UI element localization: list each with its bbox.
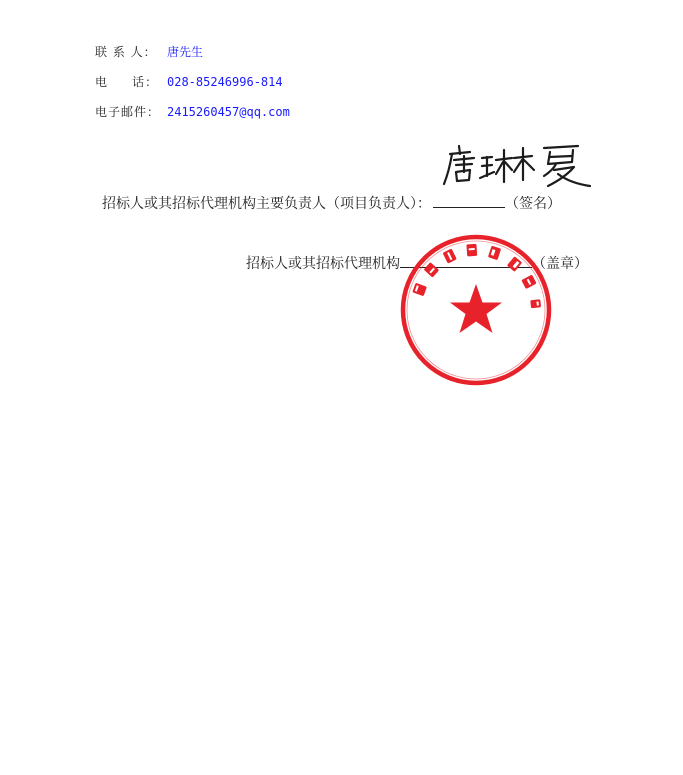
contact-phone-value: 028-85246996-814 [167, 75, 283, 89]
contact-person-label: 联 系 人： [95, 45, 157, 59]
company-seal-stamp [398, 232, 554, 388]
handwritten-signature [440, 140, 595, 192]
seal-suffix: （盖章） [532, 256, 588, 272]
signature-blank[interactable] [433, 193, 505, 208]
contact-email-value: 2415260457@qq.com [167, 105, 290, 119]
principal-label: 招标人或其招标代理机构主要负责人（项目负责人）： [102, 196, 431, 212]
contact-person-value: 唐先生 [167, 45, 204, 59]
principal-signature-line [102, 193, 561, 211]
sign-suffix: （签名） [505, 196, 561, 212]
contact-phone-label: 电 话： [95, 75, 159, 89]
organization-label: 招标人或其招标代理机构 [246, 256, 400, 272]
contact-email-label: 电子邮件： [95, 105, 161, 119]
